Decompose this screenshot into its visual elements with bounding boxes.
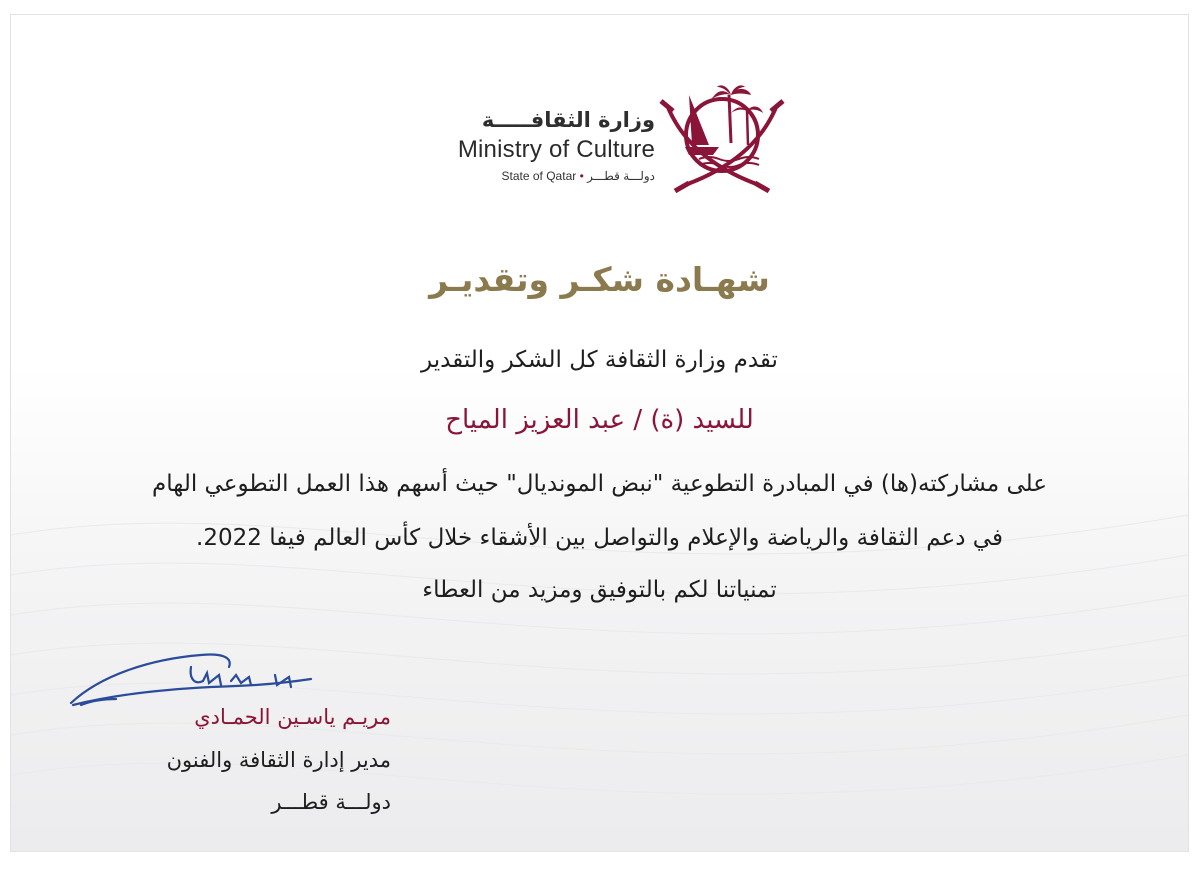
logo-subtitle-en: State of Qatar xyxy=(501,169,577,183)
certificate-closing: تمنياتنا لكم بالتوفيق ومزيد من العطاء xyxy=(422,577,777,603)
signatory-state: دولـــة قطـــر xyxy=(271,790,391,814)
signatory-title: مدير إدارة الثقافة والفنون xyxy=(166,748,391,772)
signatory-name: مريـم ياسـين الحمـادي xyxy=(194,705,391,729)
certificate-body-line-1: على مشاركته(ها) في المبادرة التطوعية "نبض المونديال" حيث أسهم هذا العمل التطوعي الهام xyxy=(152,471,1047,497)
logo-subtitle xyxy=(425,165,655,187)
logo-subtitle-ar: دولـــة قطـــر xyxy=(587,169,655,183)
logo-english-name: Ministry of Culture xyxy=(457,136,655,163)
logo-separator-dot: • xyxy=(579,169,584,183)
certificate xyxy=(10,14,1189,852)
certificate-title: شهـادة شكـر وتقديـر xyxy=(429,260,770,299)
certificate-recipient: للسيد (ة) / عبد العزيز المياح xyxy=(445,405,754,435)
qatar-emblem-icon xyxy=(659,75,785,195)
logo-arabic-name: وزارة الثقافـــــة xyxy=(481,108,655,132)
ministry-logo-text xyxy=(425,105,655,187)
certificate-intro: تقدم وزارة الثقافة كل الشكر والتقدير xyxy=(421,347,778,373)
certificate-body-line-2: في دعم الثقافة والرياضة والإعلام والتواصل بين الأشقاء خلال كأس العالم فيفا 2022. xyxy=(196,525,1003,551)
